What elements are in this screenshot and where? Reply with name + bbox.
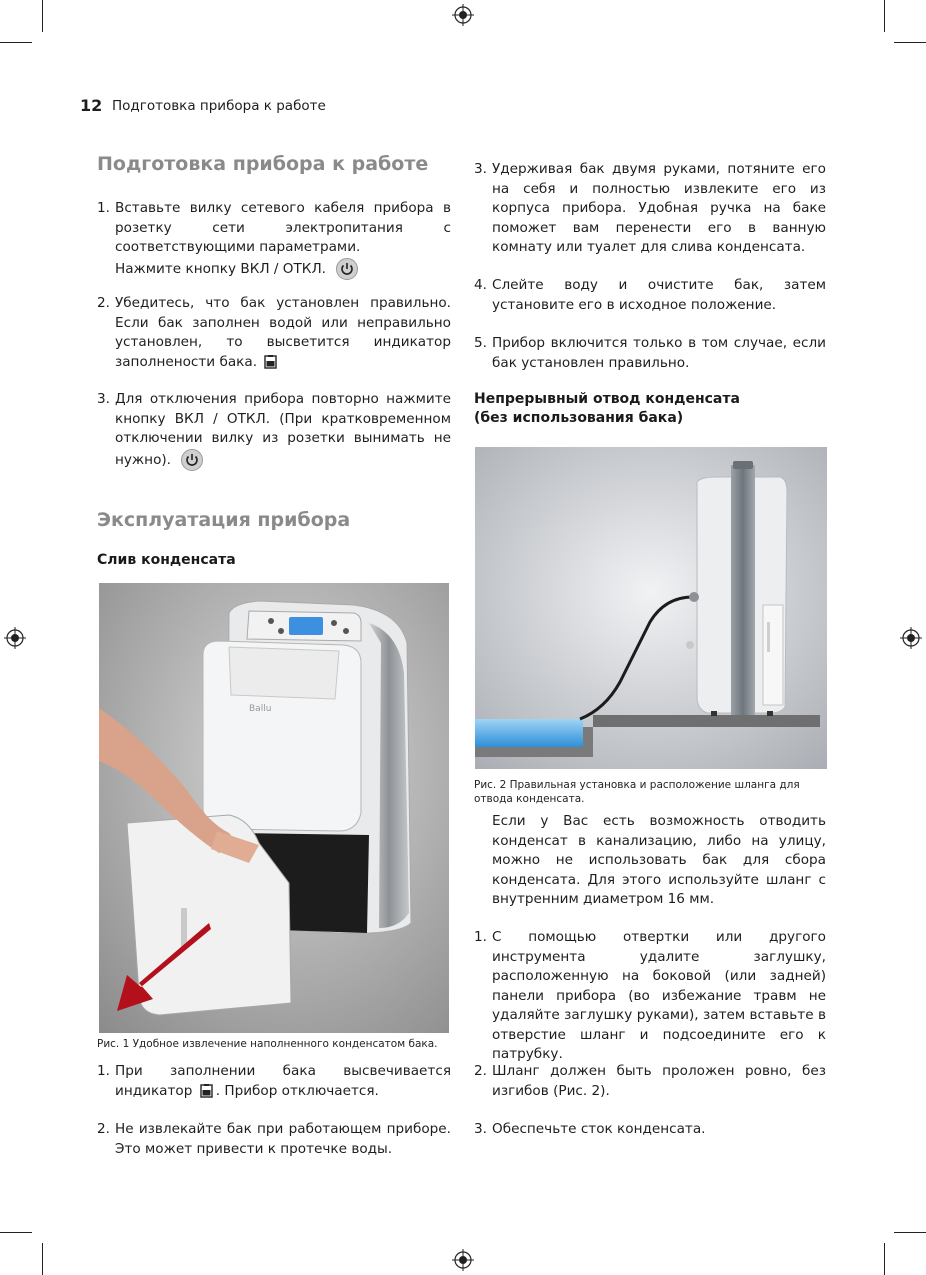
item-number: 4. bbox=[474, 277, 487, 293]
item-text: Не извлекайте бак при работающем приборе. Это может привести к протечке воды. bbox=[115, 1121, 451, 1157]
crop-mark bbox=[894, 1232, 926, 1233]
item-text: Шланг должен быть проложен ровно, без изгибов (Рис. 2). bbox=[492, 1063, 826, 1099]
list-item bbox=[474, 160, 826, 258]
item-number: 5. bbox=[474, 335, 487, 351]
registration-mark bbox=[452, 1249, 474, 1271]
item-text: Удерживая бак двумя руками, потяните его на себя и полностью извлеките его из корпуса прибора. Удобная ручка на баке поможет вам перенести его в ванную комнату или туалет для слива конденсата. bbox=[492, 161, 826, 255]
item-text: Вставьте вилку сетевого кабеля прибора в розетку сети электропитания с соответствующими параметрами. bbox=[115, 200, 451, 255]
item-number: 2. bbox=[97, 1121, 110, 1137]
item-text-extra: Нажмите кнопку ВКЛ / ОТКЛ. bbox=[115, 260, 326, 277]
paragraph-intro: Если у Вас есть возможность отводить конденсат в канализацию, либо на улицу, можно не использовать бак для сбора конденсата. Для этого используйте шланг с внутренним диаметром 16 мм. bbox=[492, 813, 826, 907]
figure-2-caption: Рис. 2 Правильная установка и расположение шланга для отвода конденсата. bbox=[474, 779, 800, 805]
subsection-title-line2: (без использования бака) bbox=[474, 410, 684, 426]
crop-mark bbox=[0, 1232, 32, 1233]
section-title-preparation: Подготовка прибора к работе bbox=[97, 153, 429, 175]
figure-1-caption: Рис. 1 Удобное извлечение наполненного конденсатом бака. bbox=[97, 1038, 438, 1050]
list-item bbox=[474, 1120, 826, 1140]
crop-mark bbox=[884, 0, 885, 32]
tank-full-icon bbox=[264, 355, 277, 369]
crop-mark bbox=[42, 0, 43, 32]
item-text: Слейте воду и очистите бак, затем установите его в исходное положение. bbox=[492, 277, 826, 313]
item-text: Прибор включится только в том случае, если бак установлен правильно. bbox=[492, 335, 826, 371]
item-text: Обеспечьте сток конденсата. bbox=[492, 1121, 706, 1137]
list-item bbox=[97, 294, 451, 372]
item-number: 1. bbox=[474, 929, 487, 945]
tank-full-icon bbox=[200, 1084, 213, 1098]
brand-label: Ballu bbox=[249, 704, 272, 714]
registration-mark bbox=[452, 4, 474, 26]
registration-mark bbox=[900, 627, 922, 649]
item-number: 2. bbox=[97, 295, 110, 311]
list-item bbox=[474, 276, 826, 315]
list-item bbox=[97, 1062, 451, 1101]
item-number: 1. bbox=[97, 1063, 110, 1079]
item-number: 1. bbox=[97, 200, 110, 216]
item-number: 3. bbox=[97, 391, 110, 407]
item-text: При заполнении бака высвечивается индикатор bbox=[115, 1063, 451, 1099]
item-number: 2. bbox=[474, 1063, 487, 1079]
crop-mark bbox=[42, 1243, 43, 1275]
crop-mark bbox=[0, 42, 32, 43]
item-number: 3. bbox=[474, 161, 487, 177]
power-icon bbox=[181, 449, 203, 471]
crop-mark bbox=[884, 1243, 885, 1275]
power-icon bbox=[336, 258, 358, 280]
subsection-title-line1: Непрерывный отвод конденсата bbox=[474, 391, 740, 407]
subsection-title-drain: Слив конденсата bbox=[97, 552, 236, 568]
figure-1-tank-removal bbox=[99, 583, 449, 1033]
item-number: 3. bbox=[474, 1121, 487, 1137]
registration-mark bbox=[4, 627, 26, 649]
list-item bbox=[97, 390, 451, 471]
running-title: Подготовка прибора к работе bbox=[112, 98, 326, 114]
figure-2-hose-installation bbox=[475, 447, 827, 769]
subsection-title-continuous-drain bbox=[474, 390, 740, 428]
list-item bbox=[474, 1062, 826, 1101]
item-text: С помощью отвертки или другого инструмента удалите заглушку, расположенную на боковой (или задней) панели прибора (во избежание травм не удаляйте заглушку руками), затем вставьте в отверстие шланг и подсоедините его к патрубку. bbox=[492, 929, 826, 1062]
list-item bbox=[474, 928, 826, 1065]
list-item bbox=[97, 1120, 451, 1159]
item-text: Для отключения прибора повторно нажмите кнопку ВКЛ / ОТКЛ. (При кратковременном отключении вилку из розетки вынимать не нужно). bbox=[115, 391, 451, 468]
page-number: 12 bbox=[80, 96, 103, 115]
list-item bbox=[474, 334, 826, 373]
item-text: Убедитесь, что бак установлен правильно. Если бак заполнен водой или неправильно установлен, то высветится индикатор заполнености бака. bbox=[115, 295, 451, 370]
item-text: . Прибор отключается. bbox=[215, 1082, 379, 1099]
section-title-operation: Эксплуатация прибора bbox=[97, 509, 351, 531]
crop-mark bbox=[894, 42, 926, 43]
list-item bbox=[97, 199, 451, 280]
